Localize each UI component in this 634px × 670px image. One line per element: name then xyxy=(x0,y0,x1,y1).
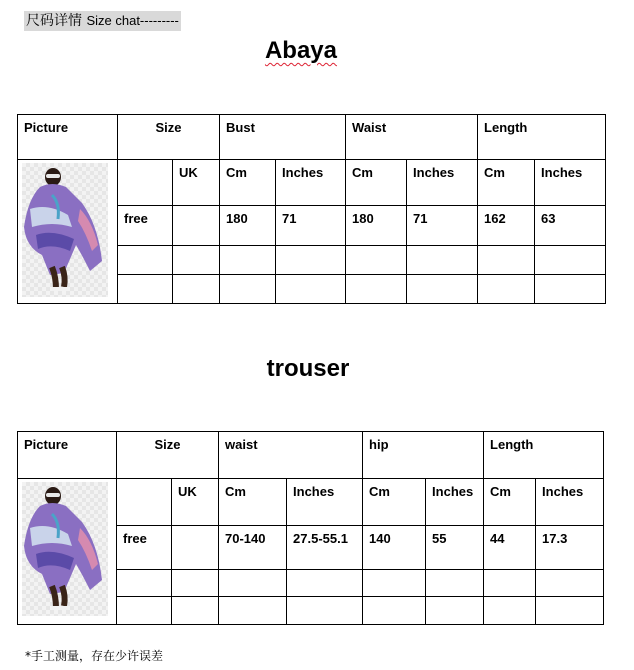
size-header: Size xyxy=(118,115,220,160)
length-inches-value: 63 xyxy=(535,206,606,246)
size-header: Size xyxy=(117,432,219,479)
waist-header: Waist xyxy=(346,115,478,160)
hip-inches-value: 55 xyxy=(426,526,484,570)
trouser-title: trouser xyxy=(266,355,350,382)
waist-inches-header: Inches xyxy=(407,160,478,206)
table-subheader-row xyxy=(18,160,606,206)
length-inches-header: Inches xyxy=(536,479,604,526)
model-photo-icon xyxy=(22,163,108,297)
waist-header: waist xyxy=(219,432,363,479)
size-chart-header xyxy=(24,11,181,31)
length-cm-header: Cm xyxy=(478,160,535,206)
uk-header: UK xyxy=(172,479,219,526)
length-inches-value: 17.3 xyxy=(536,526,604,570)
waist-cm-header: Cm xyxy=(346,160,407,206)
picture-header: Picture xyxy=(18,115,118,160)
trouser-picture-cell xyxy=(18,479,117,625)
bust-inches-header: Inches xyxy=(276,160,346,206)
bust-cm-header: Cm xyxy=(220,160,276,206)
length-cm-header: Cm xyxy=(484,479,536,526)
measurement-footnote: *手工测量，存在少许误差 xyxy=(25,649,164,663)
waist-inches-value: 71 xyxy=(407,206,478,246)
uk-header: UK xyxy=(173,160,220,206)
table-header-row xyxy=(18,432,604,479)
table-header-row xyxy=(18,115,606,160)
bust-inches-value: 71 xyxy=(276,206,346,246)
abaya-title: Abaya xyxy=(264,37,338,64)
hip-inches-header: Inches xyxy=(426,479,484,526)
bust-cm-value: 180 xyxy=(220,206,276,246)
model-photo-icon xyxy=(22,482,108,616)
picture-header: Picture xyxy=(18,432,117,479)
table-subheader-row xyxy=(18,479,604,526)
waist-cm-value: 180 xyxy=(346,206,407,246)
trouser-size-table xyxy=(17,431,604,625)
length-inches-header: Inches xyxy=(535,160,606,206)
hip-cm-value: 140 xyxy=(363,526,426,570)
hip-cm-header: Cm xyxy=(363,479,426,526)
size-value: free xyxy=(118,206,173,246)
hip-header: hip xyxy=(363,432,484,479)
bust-header: Bust xyxy=(220,115,346,160)
length-header: Length xyxy=(478,115,606,160)
length-cm-value: 44 xyxy=(484,526,536,570)
size-value: free xyxy=(117,526,172,570)
header-chinese-label: 尺码详情 xyxy=(26,13,82,29)
length-cm-value: 162 xyxy=(478,206,535,246)
waist-inches-header: Inches xyxy=(287,479,363,526)
header-english-label: Size chat--------- xyxy=(86,13,179,28)
abaya-picture-cell xyxy=(18,160,118,304)
waist-cm-value: 70-140 xyxy=(219,526,287,570)
waist-inches-value: 27.5-55.1 xyxy=(287,526,363,570)
length-header: Length xyxy=(484,432,604,479)
abaya-size-table xyxy=(17,114,606,304)
waist-cm-header: Cm xyxy=(219,479,287,526)
